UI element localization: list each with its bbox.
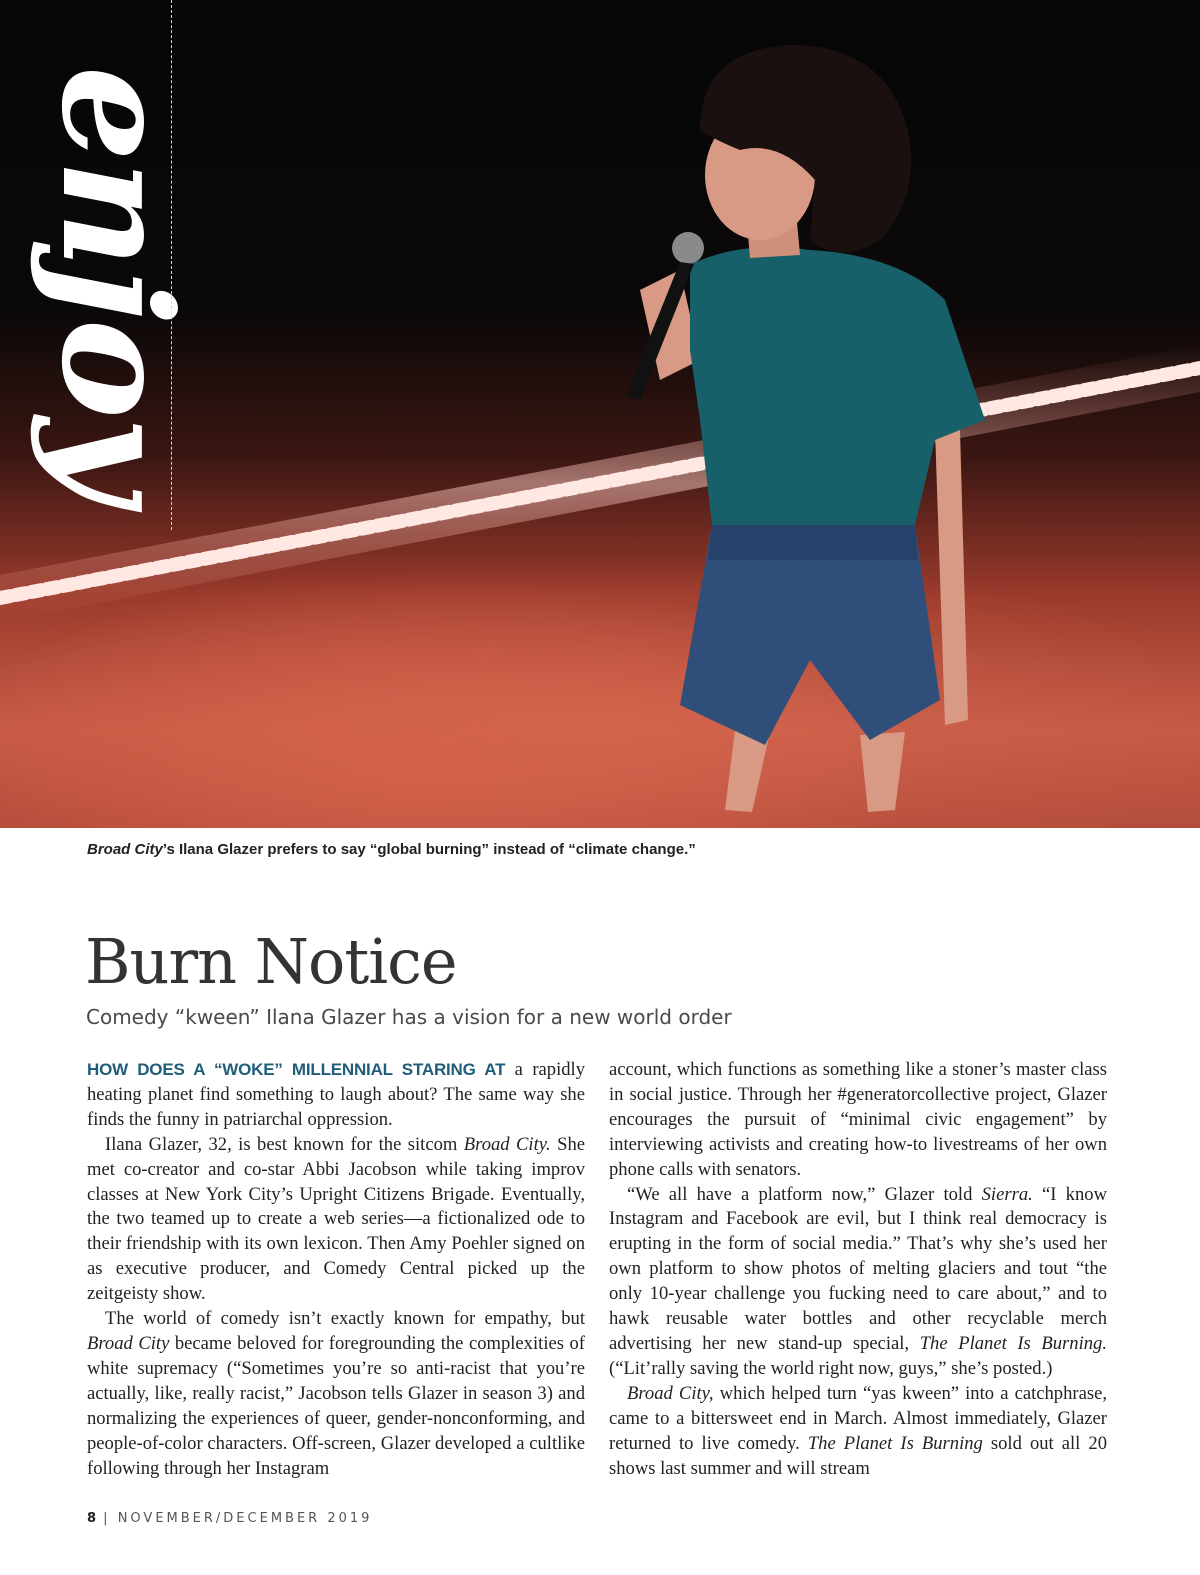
paragraph: Ilana Glazer, 32, is best known for the sitcom Broad City. She met co-creator and co-star Abbi Jacobson while taking improv classes at New York City’s Upright Citizens Brigade. Eventually, the two teamed up to create a web series—a fictionalized ode to their friendship with its own lexicon. Then Amy Poehler signed on as executive producer, and Comedy Central picked up the zeitgeisty show.: [87, 1133, 585, 1305]
caption-show-title: Broad City: [87, 841, 163, 858]
section-label-text: enjoy: [28, 66, 204, 502]
lead-in: HOW DOES A “WOKE” MILLENNIAL STARING AT: [87, 1060, 506, 1079]
stage-glow: [0, 560, 1200, 828]
paragraph: HOW DOES A “WOKE” MILLENNIAL STARING AT a rapidly heating planet find something to laugh about? The same way she finds the funny in patriarchal oppression.: [87, 1059, 585, 1130]
issue-date: NOVEMBER/DECEMBER 2019: [117, 1511, 373, 1526]
microphone-icon: [672, 232, 704, 264]
paragraph: account, which functions as something like a stoner’s master class in social justice. Through her #generatorcollective project, Glazer encourages the pursuit of “minimal civic engagement” by interviewing activists and creating how-to livestreams of her own phone calls with senators.: [609, 1059, 1107, 1180]
page-folio: 8 | NOVEMBER/DECEMBER 2019: [87, 1511, 373, 1526]
section-label: [16, 44, 216, 524]
dashed-divider: [171, 0, 172, 530]
paragraph: “We all have a platform now,” Glazer told Sierra. “I know Instagram and Facebook are evil, but I think real democracy is erupting in the form of social media.” That’s why she’s used her own platform to show photos of melting glaciers and tout “the only 10-year challenge you fucking need to care about,” and to hawk reusable water bottles and other recyclable merch advertising her new stand-up special, The Planet Is Burning. (“Lit’rally saving the world right now, guys,” she’s posted.): [609, 1183, 1108, 1379]
article-headline: Burn Notice: [85, 925, 457, 998]
page-number: 8: [87, 1511, 97, 1526]
paragraph: Broad City, which helped turn “yas kween” into a catchphrase, came to a bittersweet end in March. Almost immediately, Glazer returned to live comedy. The Planet Is Burning sold out all 20 shows last summer and will stream: [609, 1382, 1108, 1479]
article-dek: Comedy “kween” Ilana Glazer has a vision for a new world order: [86, 1005, 732, 1029]
paragraph: The world of comedy isn’t exactly known for empathy, but Broad City became beloved for foregrounding the complexities of white supremacy (“Sometimes you’re so anti-racist that you’re actually, like, really racist,” Jacobson tells Glazer in season 3) and normalizing the experiences of queer, gender-nonconforming, and people-of-color characters. Off-screen, Glazer developed a cultlike following through her Instagram: [87, 1308, 585, 1479]
article-column-left: [87, 1058, 585, 1481]
caption-text: ’s Ilana Glazer prefers to say “global burning” instead of “climate change.”: [162, 841, 696, 858]
photo-caption: [87, 841, 1137, 858]
article-column-right: [609, 1058, 1107, 1481]
